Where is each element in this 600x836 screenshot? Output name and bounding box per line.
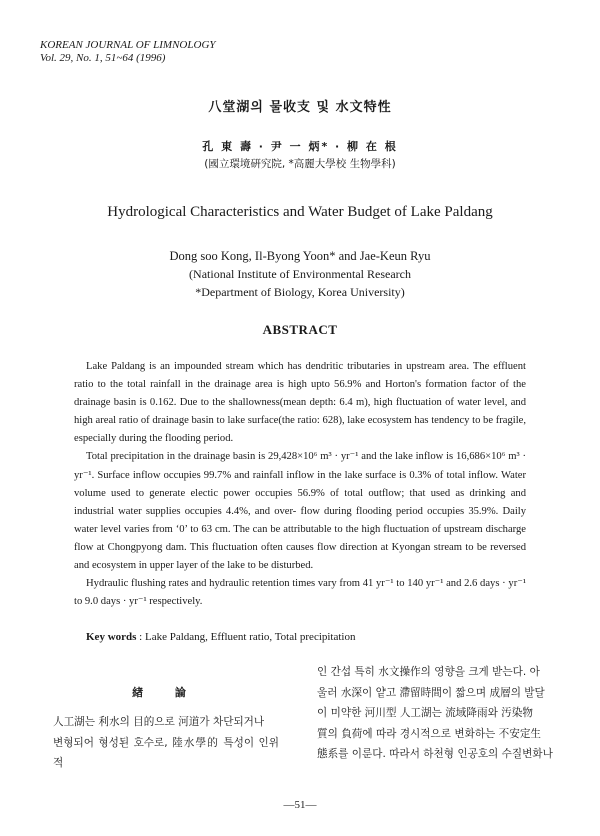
intro-line: 態系를 이룬다. 따라서 하천형 인공호의 수질변화나 (317, 748, 553, 760)
abstract-line: depth: 6.4 m), high fluctuation of water level, and high areal ratio of drainage basin to (74, 397, 527, 427)
abstract-line: The effluent ratio to the total rainfall in the drainage area is high upto 56.9% and (74, 361, 526, 391)
abstract-line: Horton's formation factor of the drainage basin is 0.162. Due to the shallowness(mean (74, 379, 526, 409)
abstract-line: is 0.3% of total inflow. Water volume used to generate electic power occupies 56.9% of (74, 469, 526, 499)
abstract-line: flow during flooding period occupies 35.9%. Daily water level varies from ‘0’ to 63 cm. (74, 505, 527, 535)
title-english: Hydrological Characteristics and Water Budget of Lake Paldang (107, 204, 493, 220)
affiliation-english-1: (National Institute of Environmental Research (189, 267, 411, 281)
abstract-paragraph (74, 448, 526, 575)
affiliation-korean: (國立環境硏究院, *高麗大學校 生物學科) (204, 158, 396, 170)
keywords-label: Key words (86, 631, 137, 643)
section-heading-introduction: 緖 論 (132, 686, 200, 699)
abstract-paragraph (74, 358, 526, 448)
abstract-line: Hydraulic flushing rates and hydraulic retention times vary from 41 yr⁻¹ to 140 yr⁻¹ and (86, 578, 462, 590)
abstract-line: lake surface(the ratio: 628), lake ecosystem has tendency to be fragile, especially during (74, 415, 527, 445)
abstract-paragraph (74, 575, 526, 611)
intro-right-text (317, 662, 561, 765)
authors-korean: 孔 東 壽 · 尹 一 炳* · 柳 在 根 (202, 140, 398, 153)
intro-left-column (53, 662, 279, 774)
keywords-text: : Lake Paldang, Effluent ratio, Total precipitation (136, 631, 356, 643)
abstract-line: dam. This fluctuation often causes flow direction at Kyongan stream to be reversed and (74, 541, 526, 572)
intro-right-column (317, 662, 561, 765)
abstract-body (74, 358, 526, 611)
abstract-line: 16,686×10⁶ m³ · yr⁻¹. Surface inflow occupies 99.7% and rainfall inflow in the lake surface (74, 451, 526, 481)
page-number: —51— (283, 799, 317, 811)
abstract-line: 2.6 days · yr⁻¹ to 9.0 days · yr⁻¹ respectively. (74, 578, 526, 608)
abstract-heading: ABSTRACT (262, 322, 338, 337)
intro-line: 質의 負荷에 따라 경시적으로 변화하는 不安定生 (317, 727, 542, 740)
affiliation-english-2: *Department of Biology, Korea University) (195, 285, 405, 299)
abstract-line: Total precipitation in the drainage basin is 29,428×10⁶ m³ · yr⁻¹ and the lake inflow is (86, 451, 454, 463)
intro-line: 人工湖는 利水의 目的으로 河道가 차단되거나 (53, 716, 265, 728)
authors-english: Dong soo Kong, Il-Byong Yoon* and Jae-Keun Ryu (169, 249, 431, 263)
intro-line: 변형되어 형성된 호수로, 陸水學的 특성이 인위적 (53, 736, 279, 769)
abstract-line: The can be attributable to the high fluctuation of upstream discharge flow at Chongpyong (74, 523, 526, 553)
title-korean: 八堂湖의 물收支 및 水文特性 (208, 100, 392, 115)
abstract-line: total outflow; that used as drinking and industrial water supplies occupies 4.4%, and over- (74, 487, 527, 517)
intro-line: 이 미약한 河川型 人工湖는 流域降雨와 汚染物 (317, 707, 533, 719)
journal-citation: Vol. 29, No. 1, 51~64 (1996) (40, 52, 166, 64)
intro-line: 울러 水深이 얕고 滯留時間이 짧으며 成層의 발달 (317, 686, 545, 699)
keywords (86, 631, 356, 643)
abstract-line: the flooding period. (149, 433, 234, 445)
intro-left-text (53, 712, 279, 774)
journal-name: KOREAN JOURNAL OF LIMNOLOGY (40, 39, 216, 51)
journal-header (40, 39, 216, 65)
intro-line: 인 간섭 특히 水文操作의 영향을 크게 받는다. 아 (317, 666, 540, 678)
abstract-line: ecosystem in upper layer of the lake to be disturbed. (91, 560, 314, 572)
abstract-line: Lake Paldang is an impounded stream which has dendritic tributaries in upstream area. (86, 361, 470, 372)
